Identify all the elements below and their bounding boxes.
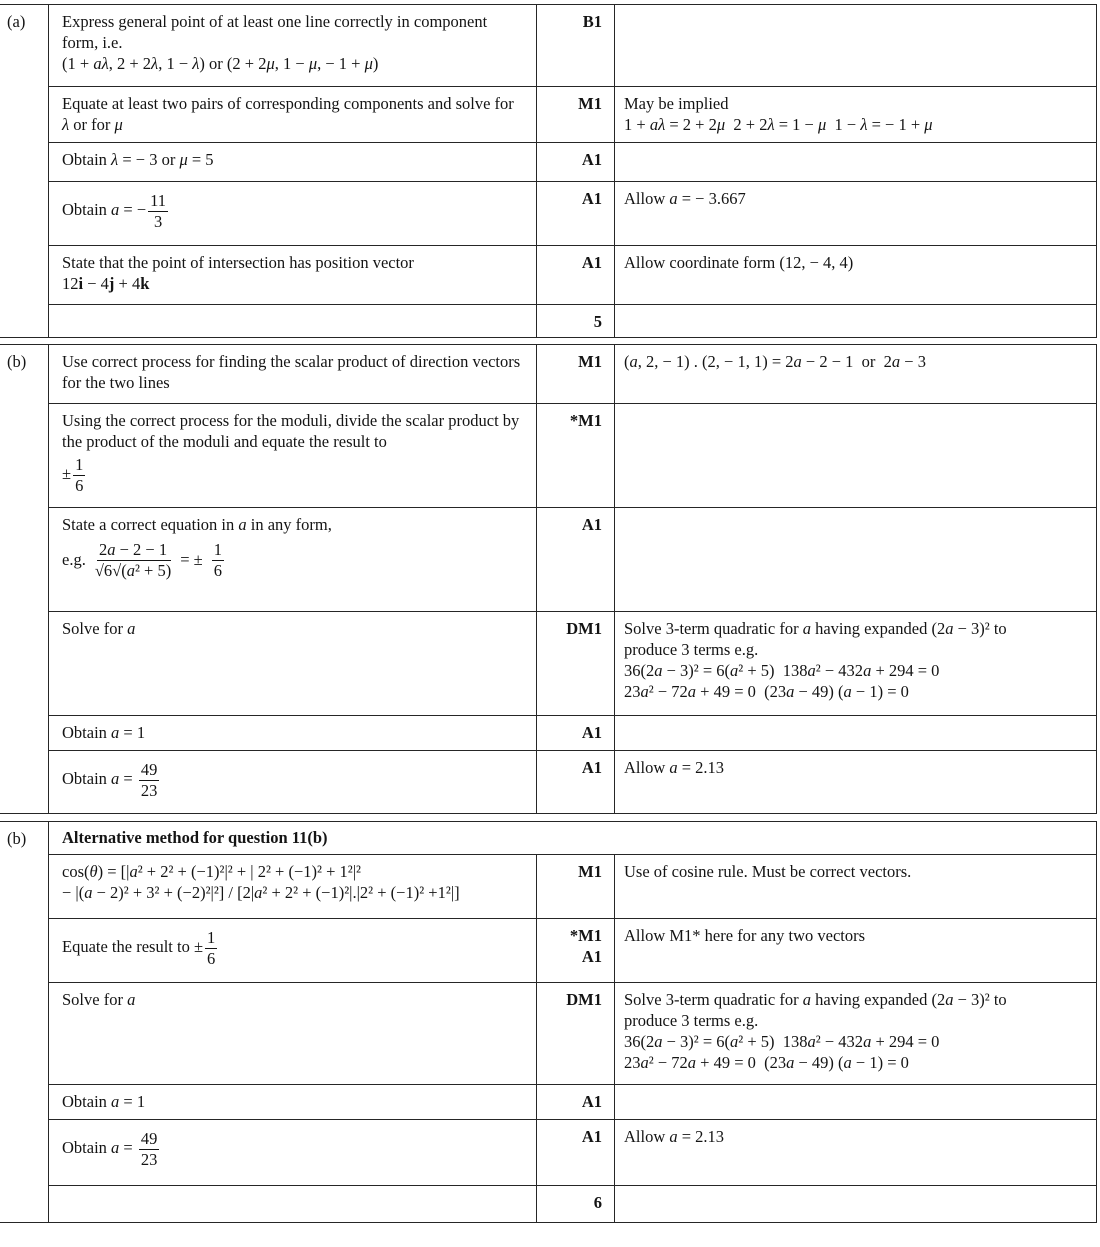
mark-row — [0, 855, 1097, 919]
mark-cell — [537, 143, 615, 182]
mark-code: *M1 — [569, 925, 602, 945]
mark-row — [0, 612, 1097, 716]
desc-text: Obtain a = − — [62, 200, 147, 220]
comment-cell — [615, 1186, 1097, 1223]
fraction-numerator: 1 — [213, 539, 222, 559]
mark-cell — [537, 246, 615, 305]
part-label-text: (a) — [7, 12, 26, 31]
radical-sign: √ — [112, 560, 122, 580]
desc-line: Express general point of at least one line correctly in component form, i.e. — [62, 12, 488, 52]
fraction-denominator: 3 — [153, 211, 163, 231]
mark-row — [0, 404, 1097, 508]
comment-line: 1 + aλ = 2 + 2μ 2 + 2λ = 1 − μ 1 − λ = − 1 + μ — [624, 114, 933, 134]
desc-line — [62, 1129, 524, 1170]
fraction-denominator: 6 — [75, 475, 84, 495]
comment-line: produce 3 terms e.g. — [624, 639, 759, 659]
desc-line: Use correct process for finding the scalar product of direction vectors for the two lines — [62, 352, 521, 392]
mark-code: *M1 — [569, 411, 602, 430]
mark-code: M1 — [578, 861, 602, 881]
description-cell — [48, 1186, 537, 1223]
alternative-header-row — [0, 822, 1097, 855]
fraction-denominator: 6 — [213, 560, 222, 580]
mark-code: A1 — [581, 253, 602, 272]
mark-cell — [537, 612, 615, 716]
mark-cell — [537, 508, 615, 612]
mark-code: DM1 — [566, 989, 602, 1009]
description-cell — [48, 1085, 537, 1120]
desc-line — [62, 455, 524, 496]
desc-line: Equate at least two pairs of corresponding components and solve for λ or for μ — [62, 94, 514, 134]
desc-line: Obtain a = 1 — [62, 723, 146, 742]
description-cell — [48, 855, 537, 919]
mark-cell — [537, 716, 615, 751]
part-label — [0, 345, 48, 404]
comment-cell — [615, 716, 1097, 751]
mark-cell — [537, 1085, 615, 1120]
description-cell — [48, 1120, 537, 1186]
description-cell — [48, 612, 537, 716]
section-part-b — [0, 344, 1097, 814]
mark-code: A1 — [581, 723, 602, 742]
part-label — [0, 246, 48, 305]
comment-cell — [615, 87, 1097, 143]
alternative-method-header: Alternative method for question 11(b) — [48, 822, 1097, 855]
mark-cell — [537, 404, 615, 508]
comment-line: Allow M1* here for any two vectors — [624, 925, 866, 945]
desc-line: Solve for a — [62, 989, 136, 1009]
total-marks: 5 — [593, 312, 602, 331]
part-label — [0, 822, 48, 855]
comment-line: 36(2a − 3)² = 6(a² + 5) 138a² − 432a + 294 = 0 — [624, 660, 940, 680]
mark-cell — [537, 919, 615, 983]
part-label — [0, 182, 48, 246]
fraction — [73, 456, 85, 495]
comment-cell — [615, 305, 1097, 338]
fraction — [139, 1130, 160, 1169]
description-cell — [48, 751, 537, 814]
mark-code: B1 — [582, 12, 602, 31]
comment-cell — [615, 404, 1097, 508]
part-label — [0, 1085, 48, 1120]
equation — [62, 540, 524, 581]
fraction — [148, 192, 168, 231]
comment-line: Solve 3-term quadratic for a having expanded (2a − 3)² to — [624, 989, 1007, 1009]
mark-code: A1 — [581, 189, 602, 208]
part-label — [0, 919, 48, 983]
mark-cell — [537, 305, 615, 338]
fraction-numerator: 11 — [150, 191, 167, 210]
part-label — [0, 612, 48, 716]
mark-row — [0, 143, 1097, 182]
part-label — [0, 87, 48, 143]
comment-line: Use of cosine rule. Must be correct vectors. — [624, 861, 912, 881]
part-label-text: (b) — [7, 352, 27, 371]
total-row — [0, 305, 1097, 338]
mark-cell — [537, 751, 615, 814]
mark-row — [0, 182, 1097, 246]
mark-cell — [537, 1120, 615, 1186]
eg-label: e.g. — [62, 549, 86, 569]
mark-code: M1 — [578, 352, 602, 371]
part-label — [0, 983, 48, 1085]
desc-line: Using the correct process for the moduli, divide the scalar product by the product of the moduli and equate the result to — [62, 411, 520, 451]
desc-line: (1 + aλ, 2 + 2λ, 1 − λ) or (2 + 2μ, 1 − μ, − 1 + μ) — [62, 53, 379, 73]
mark-code: DM1 — [566, 619, 602, 638]
fraction-numerator: 1 — [75, 454, 84, 474]
part-label-text: (b) — [7, 828, 27, 848]
comment-cell — [615, 919, 1097, 983]
fraction — [212, 541, 224, 580]
comment-cell — [615, 612, 1097, 716]
mark-row — [0, 5, 1097, 87]
comment-cell — [615, 508, 1097, 612]
part-label — [0, 5, 48, 87]
part-label — [0, 716, 48, 751]
comment-cell — [615, 1120, 1097, 1186]
comment-line: Solve 3-term quadratic for a having expanded (2a − 3)² to — [624, 619, 1007, 638]
mark-cell — [537, 345, 615, 404]
description-cell — [48, 5, 537, 87]
comment-cell — [615, 855, 1097, 919]
desc-line: State a correct equation in a in any form, — [62, 515, 332, 534]
part-label — [0, 143, 48, 182]
mark-code: A1 — [581, 1126, 602, 1146]
mark-code: A1 — [581, 946, 602, 966]
mark-code: A1 — [581, 515, 602, 534]
part-label — [0, 1120, 48, 1186]
fraction-numerator: 49 — [140, 759, 158, 779]
comment-line: Allow a = 2.13 — [624, 757, 725, 777]
description-cell — [48, 919, 537, 983]
desc-line: cos(θ) = [|a² + 2² + (−1)²|² + | 2² + (−1)² + 1²|² — [62, 861, 361, 881]
mark-code: A1 — [581, 757, 602, 777]
comment-cell — [615, 1085, 1097, 1120]
comment-line: Allow coordinate form (12, − 4, 4) — [624, 253, 854, 272]
comment-line: produce 3 terms e.g. — [624, 1010, 759, 1030]
mark-cell — [537, 182, 615, 246]
fraction-denominator: 6 — [207, 948, 216, 968]
desc-line: Solve for a — [62, 619, 136, 638]
mark-row — [0, 716, 1097, 751]
mark-cell — [537, 5, 615, 87]
part-label — [0, 404, 48, 508]
desc-line: Obtain a = 1 — [62, 1091, 146, 1111]
mark-row — [0, 87, 1097, 143]
desc-text: Obtain a = — [62, 769, 137, 789]
desc-line: State that the point of intersection has position vector — [62, 253, 414, 272]
mark-row — [0, 983, 1097, 1085]
description-cell — [48, 305, 537, 338]
comment-line: May be implied — [624, 94, 729, 113]
mark-cell — [537, 1186, 615, 1223]
section-separator — [0, 814, 1100, 821]
mark-cell — [537, 87, 615, 143]
description-cell — [48, 87, 537, 143]
mark-row — [0, 1085, 1097, 1120]
comment-line: 23a² − 72a + 49 = 0 (23a − 49) (a − 1) = 0 — [624, 681, 909, 701]
description-cell — [48, 508, 537, 612]
comment-cell — [615, 751, 1097, 814]
mark-code: M1 — [578, 94, 602, 113]
total-marks: 6 — [593, 1192, 602, 1212]
mark-row — [0, 345, 1097, 404]
description-cell — [48, 716, 537, 751]
comment-cell — [615, 5, 1097, 87]
fraction-denominator: 23 — [140, 1149, 158, 1169]
comment-line: 36(2a − 3)² = 6(a² + 5) 138a² − 432a + 294 = 0 — [624, 1031, 940, 1051]
part-label — [0, 751, 48, 814]
fraction-denominator: 23 — [140, 780, 158, 800]
plus-minus-sign: ± — [62, 464, 72, 483]
fraction — [205, 929, 217, 968]
fraction-numerator: 2a − 2 − 1 — [98, 539, 168, 559]
fraction-numerator: 1 — [207, 927, 216, 947]
fraction — [139, 761, 160, 800]
desc-text: Equate the result to ± — [62, 937, 204, 956]
mark-code: A1 — [581, 150, 602, 169]
mark-row — [0, 1120, 1097, 1186]
fraction-denominator — [95, 561, 171, 580]
part-label — [0, 508, 48, 612]
desc-line: Obtain λ = − 3 or μ = 5 — [62, 150, 214, 169]
description-cell — [48, 246, 537, 305]
desc-text: Obtain a = — [62, 1137, 137, 1157]
sqrt-six: √6 — [94, 560, 113, 580]
fraction-numerator: 49 — [140, 1128, 158, 1148]
description-cell — [48, 345, 537, 404]
comment-line: Allow a = − 3.667 — [624, 189, 746, 208]
comment-line: (a, 2, − 1) . (2, − 1, 1) = 2a − 2 − 1 or 2a − 3 — [624, 352, 926, 371]
description-cell — [48, 983, 537, 1085]
desc-line: 12i − 4j + 4k — [62, 273, 150, 293]
radicand: (a² + 5) — [121, 560, 172, 580]
mark-code: A1 — [581, 1091, 602, 1111]
description-cell — [48, 143, 537, 182]
comment-cell — [615, 143, 1097, 182]
equals-sign: = ± — [180, 549, 203, 569]
fraction — [95, 541, 171, 580]
mark-row — [0, 508, 1097, 612]
total-row — [0, 1186, 1097, 1223]
mark-row — [0, 919, 1097, 983]
desc-line — [62, 760, 524, 801]
comment-cell — [615, 345, 1097, 404]
comment-line: Allow a = 2.13 — [624, 1126, 725, 1146]
desc-line: − |(a − 2)² + 3² + (−2)²|²] / [2|a² + 2² + (−1)²|.|2² + (−1)² +1²|] — [62, 882, 460, 902]
part-label — [0, 855, 48, 919]
mark-row — [0, 246, 1097, 305]
desc-line — [62, 928, 524, 969]
desc-line — [62, 191, 524, 232]
comment-cell — [615, 182, 1097, 246]
comment-line: 23a² − 72a + 49 = 0 (23a − 49) (a − 1) = 0 — [624, 1052, 909, 1072]
section-part-b-alternative — [0, 821, 1097, 1223]
section-part-a — [0, 4, 1097, 338]
mark-cell — [537, 983, 615, 1085]
part-label — [0, 1186, 48, 1223]
comment-cell — [615, 983, 1097, 1085]
description-cell — [48, 404, 537, 508]
comment-cell — [615, 246, 1097, 305]
description-cell — [48, 182, 537, 246]
mark-row — [0, 751, 1097, 814]
part-label — [0, 305, 48, 338]
mark-cell — [537, 855, 615, 919]
